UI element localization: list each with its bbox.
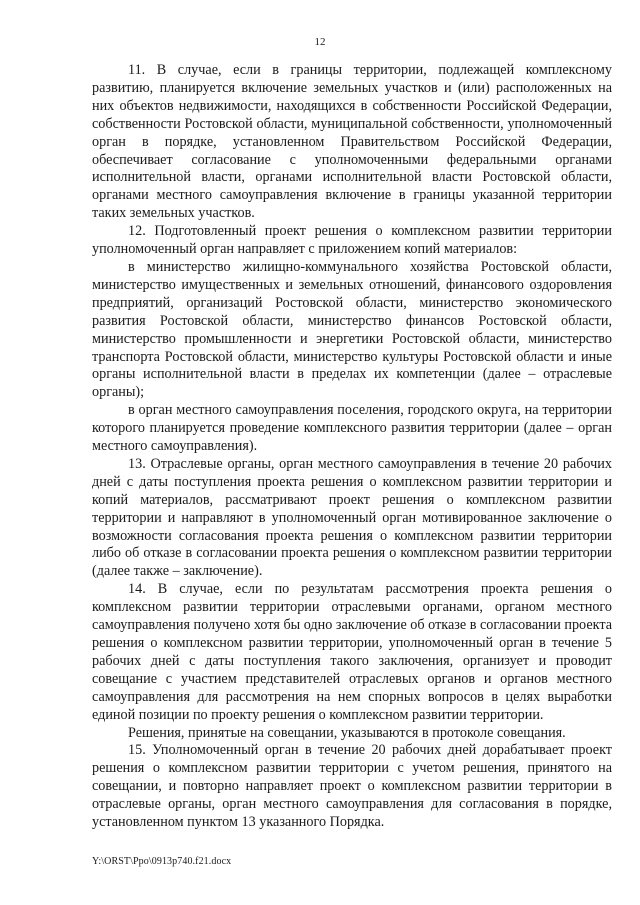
document-body [92, 62, 612, 832]
page-number: 12 [314, 36, 326, 48]
paragraph-12: 12. Подготовленный проект решения о комплексном развитии территории уполномоченный орган направляет с приложением копий материалов: [92, 223, 612, 258]
paragraph-12-recipient-ministries: в министерство жилищно-коммунального хозяйства Ростовской области, министерство имущественных и земельных отношений, финансового оздоровления предприятий, организаций Ростовской области, министерство экономического развития Ростовской области, министерство финансов Ростовской области, министерство промышленности и энергетики Ростовской области, министерство транспорта Ростовской области, министерство культуры Ростовской области и иные органы исполнительной власти в пределах их компетенции (далее – отраслевые органы); [92, 258, 612, 401]
paragraph-11: 11. В случае, если в границы территории, подлежащей комплексному развитию, планируется включение земельных участков и (или) расположенных на них объектов недвижимости, находящихся в собственности Российской Федерации, собственности Ростовской области, муниципальной собственности, уполномоченный орган в порядке, установленном Правительством Российской Федерации, обеспечивает согласование с уполномоченными федеральными органами исполнительной власти, органами исполнительной власти Ростовской области, органами местного самоуправления включение в границы указанной территории таких земельных участков. [92, 62, 612, 222]
paragraph-12-recipient-local-government: в орган местного самоуправления поселения, городского округа, на территории которого планируется проведение комплексного развития территории (далее – орган местного самоуправления). [92, 402, 612, 455]
paragraph-13: 13. Отраслевые органы, орган местного самоуправления в течение 20 рабочих дней с даты поступления проекта решения о комплексном развитии территории и копий материалов, рассматривают проект решения о комплексном развитии территории и направляют в уполномоченный орган мотивированное заключение о возможности согласования проекта решения о комплексном развитии территории либо об отказе в согласовании проекта решения о комплексном развитии территории (далее также – заключение). [92, 455, 612, 580]
paragraph-14: 14. В случае, если по результатам рассмотрения проекта решения о комплексном развитии территории отраслевыми органами, органом местного самоуправления получено хотя бы одно заключение об отказе в согласовании проекта решения о комплексном развитии территории, уполномоченный орган в течение 5 рабочих дней с даты поступления такого заключения, организует и проводит совещание с участием представителей отраслевых органов и органов местного самоуправления для рассмотрения на нем спорных вопросов в целях выработки единой позиции по проекту решения о комплексном развитии территории. [92, 581, 612, 723]
paragraph-14-decisions: Решения, принятые на совещании, указываются в протоколе совещания. [128, 724, 566, 741]
paragraph-15: 15. Уполномоченный орган в течение 20 рабочих дней дорабатывает проект решения о комплексном развитии территории с учетом решения, принятого на совещании, и повторно направляет проект о комплексном развитии территории в отраслевые органы, орган местного самоуправления для согласования в порядке, установленном пунктом 13 указанного Порядка. [92, 742, 612, 831]
footer-file-path: Y:\ORST\Ppo\0913p740.f21.docx [92, 856, 232, 867]
